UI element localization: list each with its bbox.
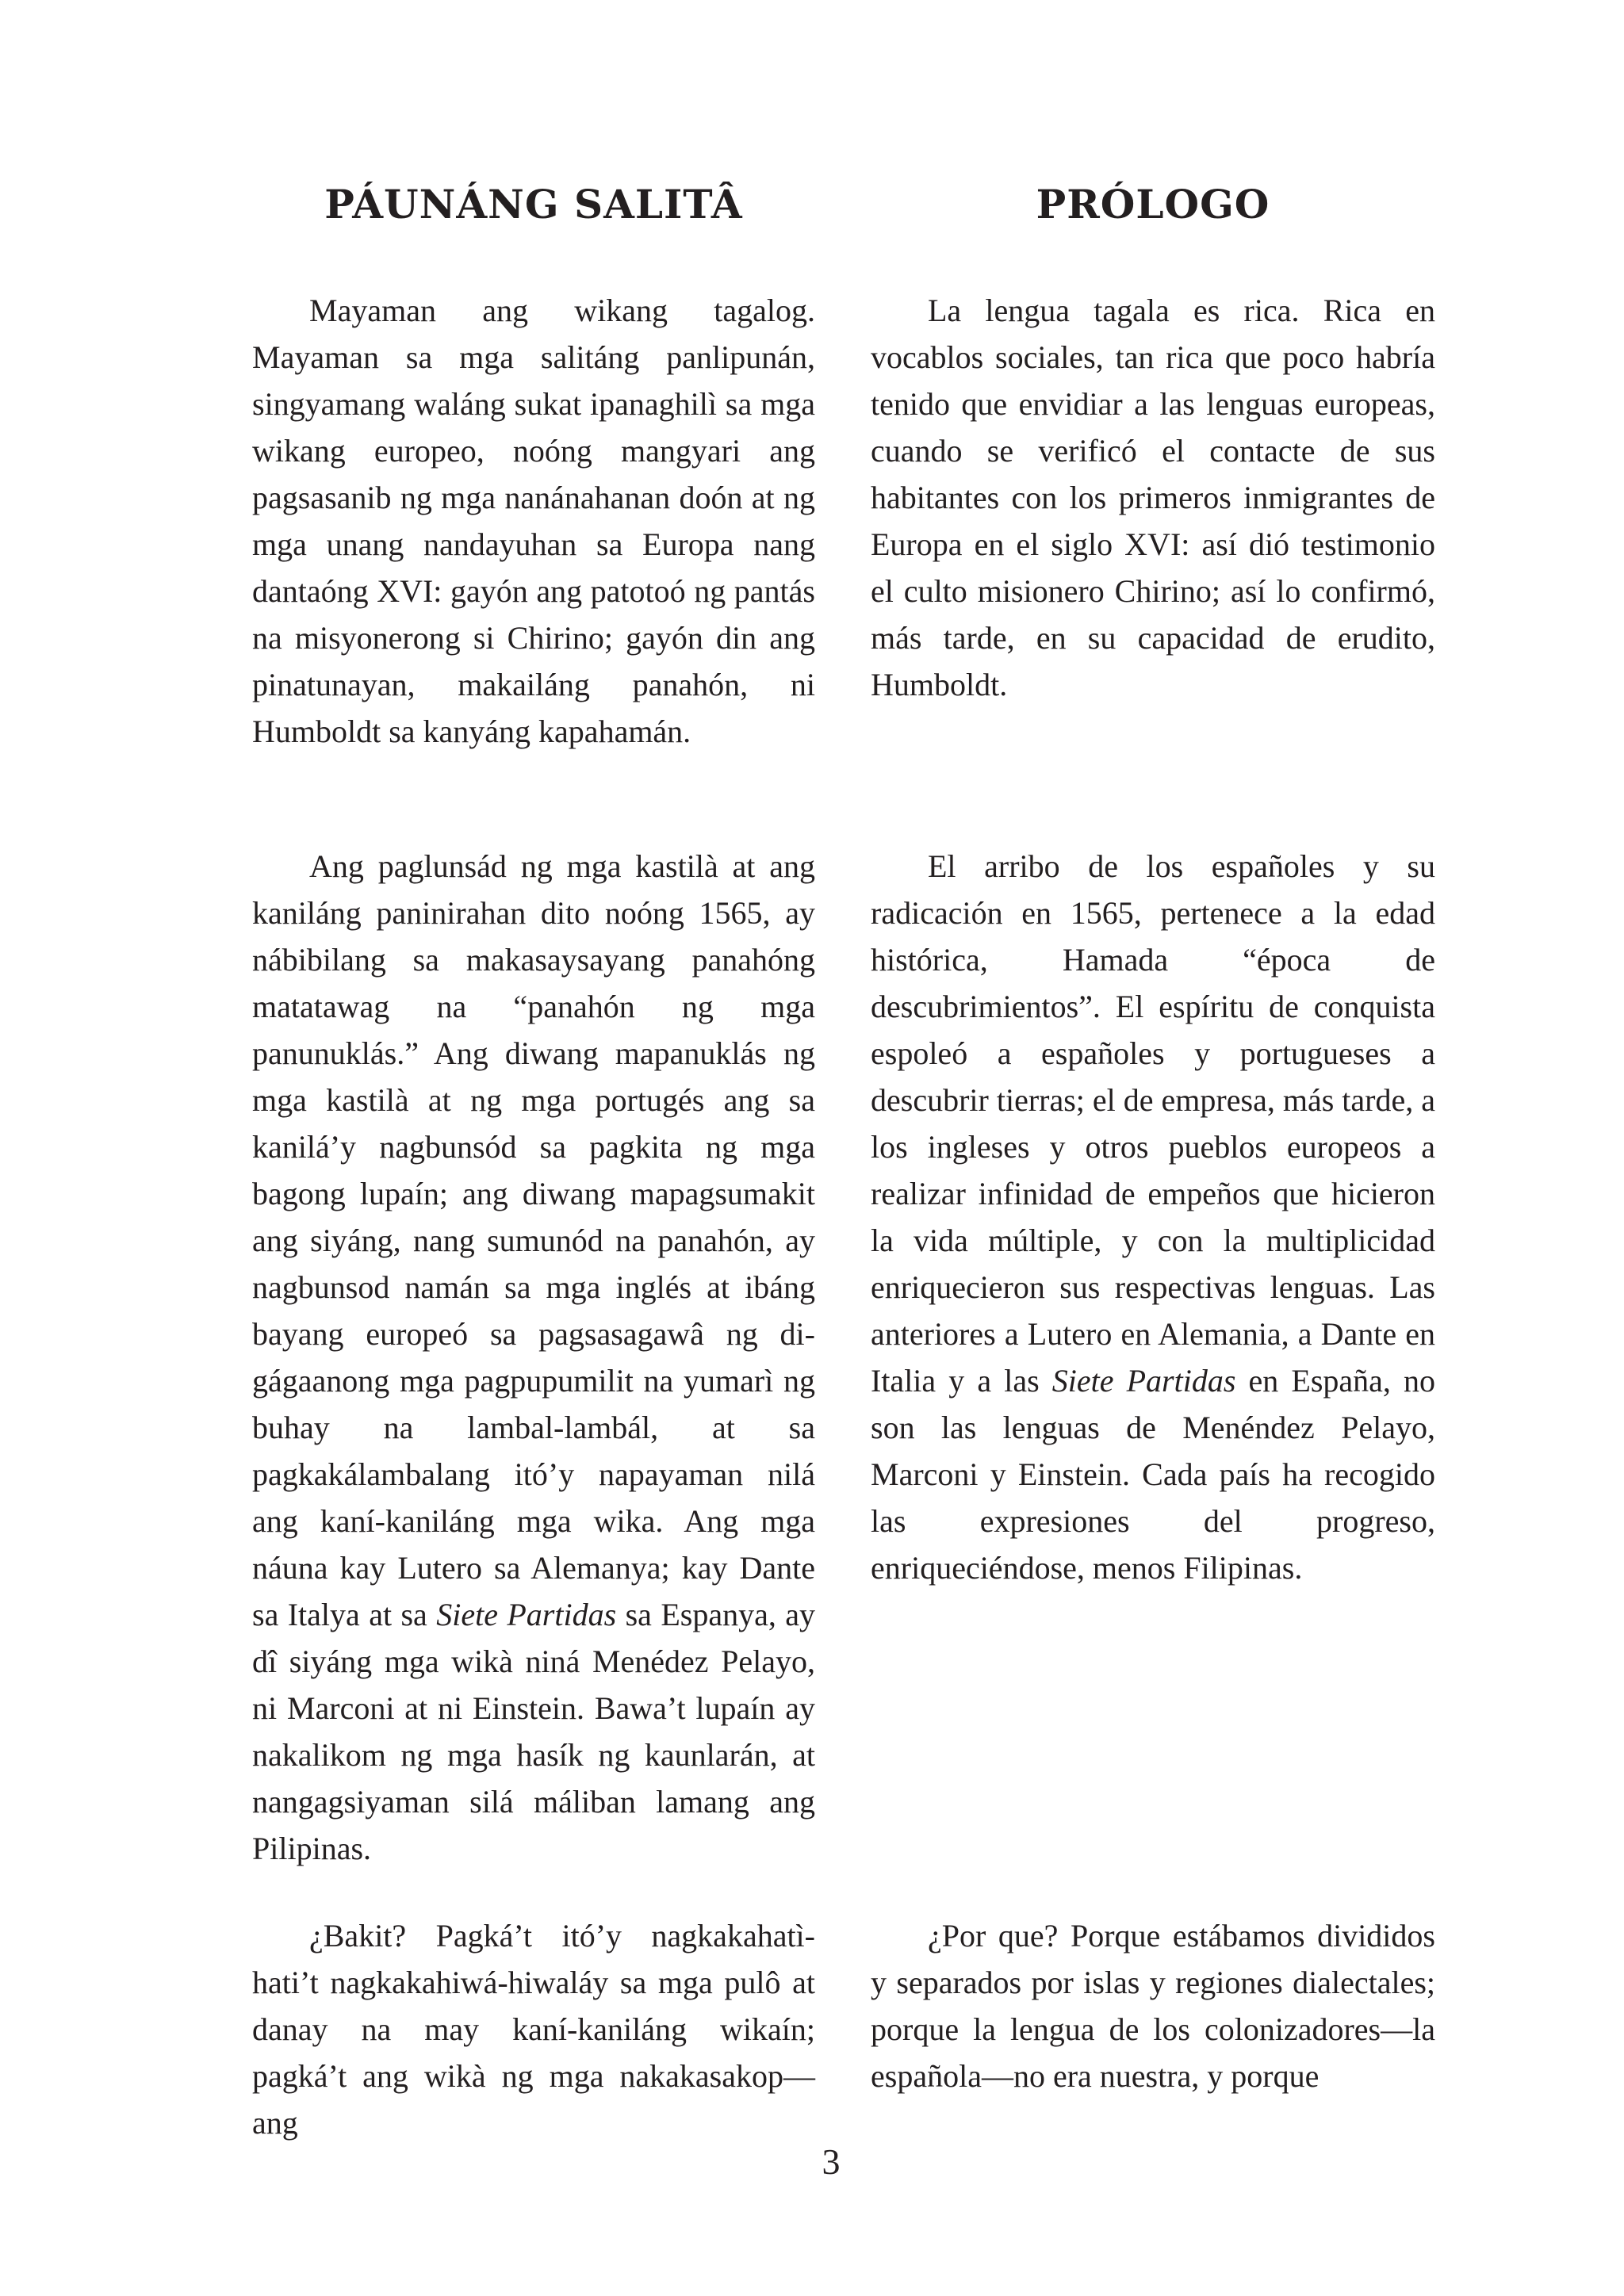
italic-title: Siete Partidas	[1051, 1363, 1236, 1399]
paragraph-text: en España, no son las lenguas de Menéndez Pelayo, Marconi y Einstein. Cada país ha recogido las expresiones del progreso, enriqueciéndose, menos Filipinas.	[871, 1363, 1435, 1586]
spanish-paragraph-1: La lengua tagala es rica. Rica en vocablos sociales, tan rica que poco habría tenido que envidiar a las lenguas europeas, cuando se verificó el contacte de sus habitantes con los primeros inmigrantes de Europa en el siglo XVI: así dió testimonio el culto misionero Chirino; así lo confirmó, más tarde, en su capacidad de erudito, Humboldt.	[871, 293, 1435, 702]
tagalog-paragraph-1: Mayaman ang wikang tagalog. Mayaman sa mga salitáng panlipunán, singyamang waláng sukat ipanaghilì sa mga wikang europeo, noóng mangyari ang pagsasanib ng mga nanánahanan doón at ng mga unang nandayuhan sa Europa nang dantaóng XVI: gayón ang patotoó ng pantás na misyonerong si Chirino; gayón din ang pinatunayan, makailáng panahón, ni Humboldt sa kanyáng kapahamán.	[252, 293, 815, 749]
tagalog-paragraph-2	[252, 843, 815, 1872]
paragraph-text: Ang paglunsád ng mga kastilà at ang kaniláng paninirahan dito noóng 1565, ay nábibilang sa makasaysayang panahóng matatawag na “panahón ng mga panunuklás.” Ang diwang mapanuklás ng mga kastilà at ng mga portugés ang sa kanilá’y nagbunsód sa pagkita ng mga bagong lupaín; ang diwang mapagsumakit ang siyáng, nang sumunód na panahón, ay nagbunsod namán sa mga inglés at ibáng bayang europeó sa pagsasagawâ ng di-gágaanong mga pagpupumilit na yumarì ng buhay na lambal-lambál, at sa pagkakálambalang itó’y napayaman nilá ang kaní-kaniláng mga wika. Ang mga náuna kay Lutero sa Alemanya; kay Dante sa Italya at sa	[252, 848, 815, 1632]
tagalog-paragraph-3: ¿Bakit? Pagká’t itó’y nagkakahatì-hati’t nagkakahiwá-hiwaláy sa mga pulô at danay na may kaní-kaniláng wikaín; pagká’t ang wikà ng mga nakakasakop—ang	[252, 1918, 815, 2141]
spanish-paragraph-3: ¿Por que? Porque estábamos divididos y separados por islas y regiones dialectales; porque la lengua de los colonizadores—la española—no era nuestra, y porque	[871, 1918, 1435, 2094]
tagalog-heading: PÁUNÁNG SALITÂ	[324, 181, 743, 228]
page-number: 3	[822, 2141, 841, 2182]
paragraph-text: sa Espanya, ay dî siyáng mga wikà niná Menédez Pelayo, ni Marconi at ni Einstein. Bawa’t lupaín ay nakalikom ng mga hasík ng kaunlarán, at nangagsiyaman silá máliban lamang ang Pilipinas.	[252, 1597, 815, 1866]
paragraph-text: El arribo de los españoles y su radicación en 1565, pertenece a la edad histórica, Hamada “época de descubrimientos”. El espíritu de conquista espoleó a españoles y portugueses a descubrir tierras; el de empresa, más tarde, a los ingleses y otros pueblos europeos a realizar infinidad de empeños que hicieron la vida múltiple, y con la multiplicidad enriquecieron sus respectivas lenguas. Las anteriores a Lutero en Alemania, a Dante en Italia y a las	[871, 848, 1435, 1399]
spanish-heading: PRÓLOGO	[1036, 181, 1270, 228]
spanish-paragraph-2	[871, 843, 1435, 1591]
italic-title: Siete Partidas	[436, 1597, 617, 1632]
